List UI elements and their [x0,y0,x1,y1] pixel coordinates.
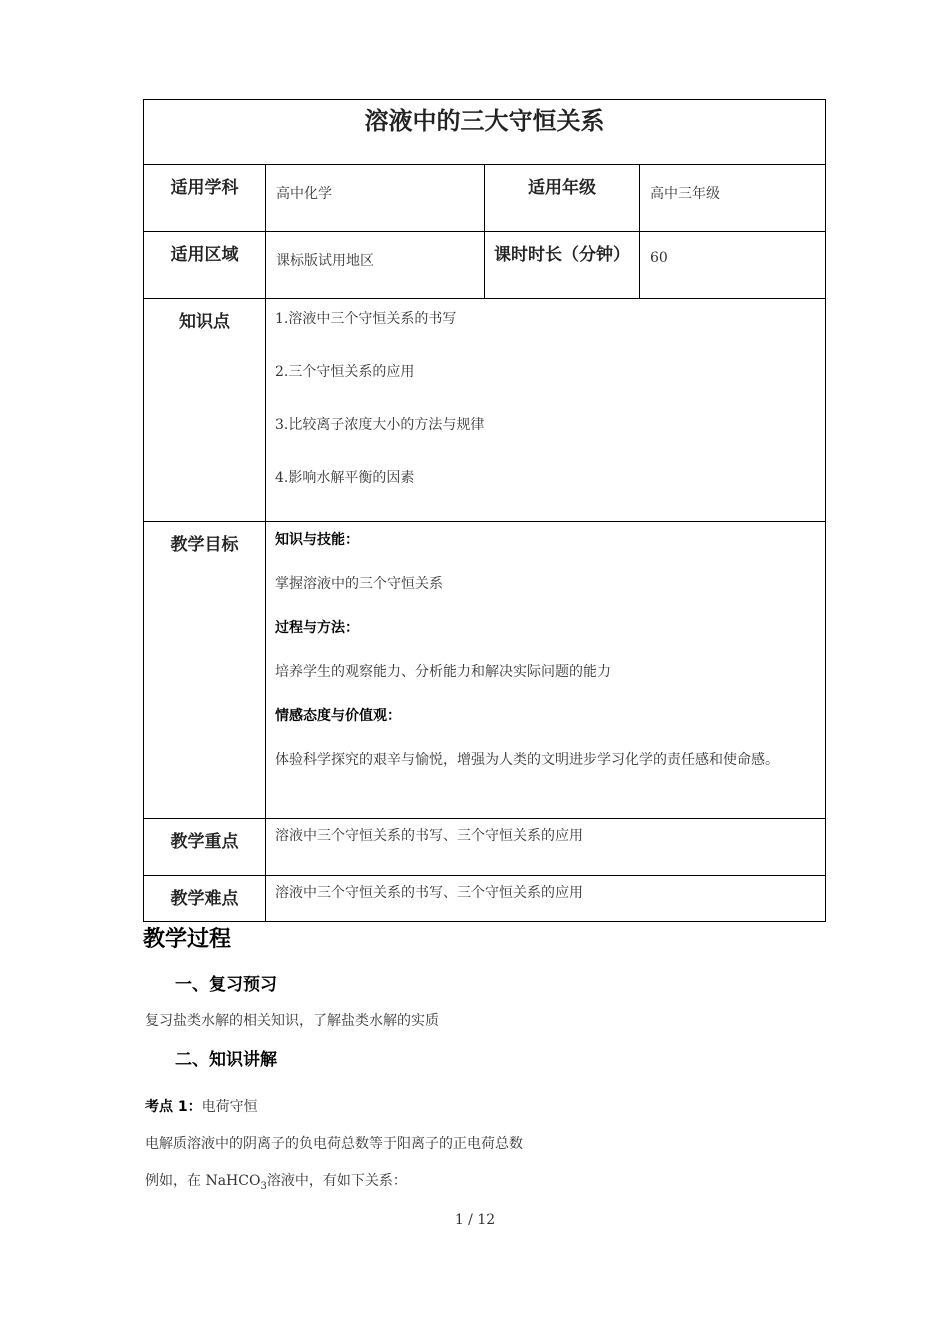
grade-value: 高中三年级 [640,165,826,232]
example-subscript: 3 [260,1180,267,1192]
knowledge-item: 2.三个守恒关系的应用 [275,364,415,380]
knowledge-item: 4.影响水解平衡的因素 [275,470,415,486]
page-number: 1 / 12 [454,1212,496,1228]
key-points-value: 溶液中三个守恒关系的书写、三个守恒关系的应用 [266,819,826,876]
region-value: 课标版试用地区 [266,232,485,299]
duration-label: 课时时长（分钟） [485,232,640,299]
process-title: 教学过程 [143,927,232,952]
region-label: 适用区域 [144,232,266,299]
goals-label: 教学目标 [144,522,266,819]
difficulty-value: 溶液中三个守恒关系的书写、三个守恒关系的应用 [266,876,826,922]
knowledge-item: 1.溶液中三个守恒关系的书写 [275,311,457,327]
goal-heading-attitude: 情感态度与价值观： [275,708,401,724]
duration-value: 60 [640,232,826,299]
example-prefix: 例如，在 NaHCO [145,1173,261,1189]
goal-heading-process: 过程与方法： [275,620,359,636]
document-title: 溶液中的三大守恒关系 [144,100,826,165]
section-review-title: 一、复习预习 [175,975,277,995]
difficulty-label: 教学难点 [144,876,266,922]
goal-text-process: 培养学生的观察能力、分析能力和解决实际问题的能力 [275,664,611,680]
section-lecture-title: 二、知识讲解 [175,1050,277,1070]
point-1-text: 电荷守恒 [201,1099,258,1115]
knowledge-list [266,299,826,522]
example-line [145,1170,407,1192]
knowledge-label: 知识点 [144,299,266,522]
goal-heading-knowledge: 知识与技能： [275,532,359,548]
point-1-label: 考点 1： [145,1099,202,1115]
knowledge-item: 3.比较离子浓度大小的方法与规律 [275,417,485,433]
subject-label: 适用学科 [144,165,266,232]
lesson-info-table [143,99,826,922]
point-1 [145,1096,258,1116]
section-review-text: 复习盐类水解的相关知识，了解盐类水解的实质 [145,1013,439,1029]
subject-value: 高中化学 [266,165,485,232]
key-points-label: 教学重点 [144,819,266,876]
goal-text-knowledge: 掌握溶液中的三个守恒关系 [275,576,443,592]
goal-text-attitude: 体验科学探究的艰辛与愉悦，增强为人类的文明进步学习化学的责任感和使命感。 [275,752,779,768]
example-suffix: 溶液中，有如下关系： [266,1173,407,1189]
grade-label: 适用年级 [485,165,640,232]
goals-content [266,522,826,819]
point-1-description: 电解质溶液中的阴离子的负电荷总数等于阳离子的正电荷总数 [145,1136,523,1152]
